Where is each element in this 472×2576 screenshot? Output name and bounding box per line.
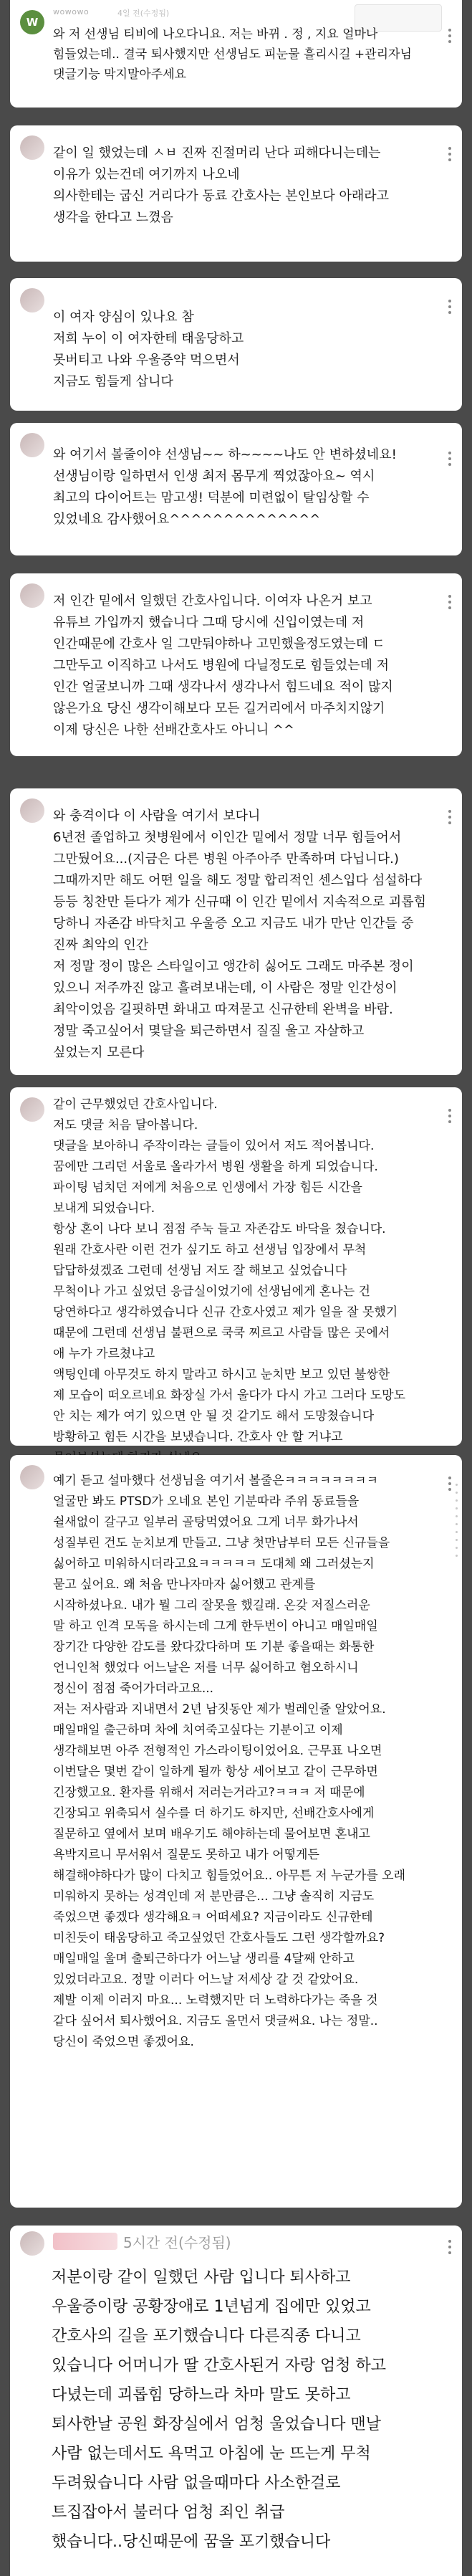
comment-author[interactable] <box>53 2233 117 2250</box>
avatar[interactable] <box>20 1465 44 1489</box>
comment-text: 저분이랑 같이 일했던 사람 입니다 퇴사하고 우울증이랑 공황장애로 1년넘게 집에만 있었고 간호사의 길을 포기했습니다 다른직종 다니고 있습니다 어머니가 딸 간호사된거 자랑 엄청 하고 다녔는데 괴롭힘 당하느라 차마 말도 못하고 퇴사한날 공원 화장실에서 엄청 울었습니다 맨날 사람 없는데서도 욕먹고 아침에 눈 뜨는게 무척 두려웠습니다 사람 없을때마다 사소한걸로 트집잡아서 불러다 엄청 죄인 취급 했습니다..당신때문에 꿈을 포기했습니다 <box>52 2269 387 2551</box>
comment-card <box>10 788 462 1075</box>
avatar[interactable]: W <box>20 10 44 34</box>
comment-author[interactable]: wowowo <box>53 7 90 16</box>
avatar[interactable] <box>20 798 44 823</box>
comment-text: 와 저 선생님 티비에 나오다니요. 저는 바뀌 . 정 , 지요 얼마나 힘들었는데.. 결국 퇴사했지만 선생님도 피눈물 흘리시길 +관리자님 댓글기능 막지말아주세요 <box>53 27 416 82</box>
avatar[interactable] <box>20 135 44 160</box>
more-options-icon[interactable] <box>448 147 452 161</box>
comment-card <box>10 278 462 411</box>
scroll-indicator <box>455 1484 458 1557</box>
more-options-icon[interactable] <box>448 29 452 43</box>
comment-text: 이 여자 양심이 있나요 참 저희 누이 이 여자한테 태움당하고 못버티고 나와 우울증약 먹으면서 지금도 힘들게 삽니다 <box>53 310 244 389</box>
comment-text: 저 인간 밑에서 일했던 간호사입니다. 이여자 나온거 보고 유튜브 가입까지 했습니다 그때 당시에 신입이였는데 저 인간때문에 간호사 일 그만둬야하나 고민했을정도였는데 ㄷ 그만두고 이직하고 나서도 병원에 다닐정도로 힘들었는데 저 인간 얼굴보니까 그때 생각나서 생각나서 힘드네요 적이 많지 않은가요 당신 생각이해보다 모든 길거리에서 마주치지않기 이제 당신은 나한 선배간호사도 아니니 ^^ <box>53 593 393 738</box>
comment-card <box>10 423 462 555</box>
comment-text: 같이 일 했었는데 ㅅㅂ 진짜 진절머리 난다 피해다니는데는 이유가 있는건데 여기까지 나오네 의사한테는 굽신 거리다가 동료 간호사는 본인보다 아래라고 생각을 한다고 느꼈음 <box>53 146 390 225</box>
comment-text: 와 여기서 볼줄이야 선생님~~ 하~~~~나도 안 변하셨네요! 선생님이랑 일하면서 인생 최저 몸무게 찍었잖아요~ 역시 최고의 다이어트는 맘고생! 덕분에 미련없이 탈임상할 수 있었네요 감사했어요^^^^^^^^^^^^^^ <box>53 447 397 527</box>
more-options-icon[interactable] <box>448 1477 452 1491</box>
comment-card <box>10 1455 462 2208</box>
avatar[interactable] <box>20 288 44 313</box>
comment-card <box>10 125 462 262</box>
avatar[interactable] <box>20 2231 44 2256</box>
comment-card <box>10 0 462 108</box>
comment-text: 예기 듣고 설마했다 선생님을 여기서 볼줄은ㅋㅋㅋㅋㅋㅋㅋㅋ 얼굴만 봐도 PTSD가 오네요 본인 기분따라 주위 동료들을 쉴새없이 갈구고 일부러 골탕먹였어요 그게 너무 화가나서 성질부린 건도 눈치보게 만들고. 그냥 첫만남부터 모든 신규들을 싫어하고 미워하시더라고요ㅋㅋㅋㅋㅋ 도대체 왜 그러셨는지 묻고 싶어요. 왜 처음 만나자마자 싫어했고 관계를 시작하셨나요. 내가 뭘 그리 잘못을 했길래. 온갖 저질스러운 말 하고 인격 모독을 하시는데 그게 한두번이 아니고 매일매일 장기간 다양한 감도를 왔다갔다하며 또 기분 좋을때는 화통한 언니인척 했었다 어느날은 저를 너무 싫어하고 혐오하시니 정신이 점점 죽어가더라고요... 저는 저사람과 지내면서 2년 남짓동안 제가 벌레인줄 알았어요. 매일매일 출근하며 차에 치여죽고싶다는 기분이고 이제 생각해보면 아주 전형적인 가스라이팅이었어요. 근무표 나오면 이번달은 몇번 같이 일하게 될까 항상 세어보고 같이 근무하면 긴장했고요. 환자를 위해서 저러는거라고?ㅋㅋㅋ 저 때문에 긴장되고 위축되서 실수를 더 하기도 하지만, 선배간호사에게 질문하고 옆에서 보며 배우기도 해야하는데 물어보면 혼내고 욕박지르니 무서워서 질문도 못하고 내가 어떻게든 해결해야하다가 많이 다치고 힘들었어요.. 아무튼 저 누군가를 오래 미워하지 못하는 성격인데 저 분만큼은... 그냥 솔직히 지금도 죽었으면 좋겠다 생각해요ㅋ 어떠세요? 지금이라도 신규한테 미친듯이 태움당하고 죽고싶었던 간호사들도 그런 생각할까요? 매일매일 울며 출퇴근하다가 어느날 생리를 4달째 안하고 있었더라고요. 정말 이러다 어느날 저세상 갈 것 같았어요. 제발 이제 이러지 마요... 노력했지만 더 노력하다가는 죽을 것 같다 싶어서 퇴사했어요. 지금도 올먼서 댓글써요. 나는 정말.. 당신이 죽었으면 좋겠어요. <box>53 1474 406 2049</box>
comment-text: 같이 근무했었던 간호사입니다. 저도 댓글 처음 달아봅니다. 댓글을 보아하니 주작이라는 글들이 있어서 저도 적어봅니다. 꿈에만 그리던 서울로 올라가서 병원 생활을 하게 되었습니다. 파이팅 넘치던 저에게 처음으로 인생에서 가장 힘든 시간을 보내게 되었습니다. 항상 혼이 나다 보니 점점 주눅 들고 자존감도 바닥을 쳤습니다. 원래 간호사란 이런 건가 싶기도 하고 선생님 입장에서 무척 답답하셨겠죠 그런데 선생님 저도 잘 해보고 싶었습니다 무척이나 가고 싶었던 응급실이었기에 선생님에게 혼나는 건 당연하다고 생각하였습니다 신규 간호사였고 제가 일을 잘 못했기 때문에 그런데 선생님 불편으로 쿡쿡 찌르고 사람들 많은 곳에서 애 누가 가르쳤냐고 액팅인데 아무것도 하지 말라고 하시고 눈치만 보고 있던 불쌍한 제 모습이 떠오르네요 화장실 가서 울다가 다시 가고 그러다 도망도 안 치는 제가 여기 있으면 안 될 것 같기도 해서 도망쳤습니다 방황하고 힘든 시간을 보냈습니다. 간호사 안 할 거냐고 <box>53 1097 406 1444</box>
more-options-icon[interactable] <box>448 1109 452 1123</box>
more-options-icon[interactable] <box>448 300 452 314</box>
comment-card <box>10 2226 462 2576</box>
comment-timestamp: 5시간 전(수정됨) <box>123 2234 231 2251</box>
comment-timestamp: 4일 전(수정됨) <box>117 9 170 18</box>
more-options-icon[interactable] <box>448 810 452 824</box>
comment-text: 와 충격이다 이 사람을 여기서 보다니 6년전 졸업하고 첫병원에서 이인간 밑에서 정말 너무 힘들어서 그만뒀어요...(지금은 다른 병원 아주아주 만족하며 다닙니다.) 그때까지만 해도 어떤 일을 해도 정말 합리적인 센스입다 섬설하다 등등 칭찬만 듣다가 제가 신규때 이 인간 밑에서 지속적으로 괴롭힘 당하니 자존감 바닥치고 우울증 오고 지금도 내가 만난 인간들 중 진짜 최악의 인간 저 정말 정이 많은 스타일이고 앵간히 싫어도 그래도 마주본 정이 있으니 저주까진 않고 흘려보내는데, 이 사람은 정말 인간성이 최악이었음 길핏하면 화내고 따져묻고 신규한테 완벽을 바람. 정말 죽고싶어서 몇달을 퇴근하면서 질질 울고 자살하고 싶었는지 모른다 <box>53 808 426 1060</box>
avatar[interactable] <box>20 433 44 457</box>
comment-card <box>10 1087 462 1446</box>
avatar[interactable] <box>20 1097 44 1122</box>
more-options-icon[interactable] <box>448 595 452 609</box>
more-options-icon[interactable] <box>448 452 452 466</box>
avatar[interactable] <box>20 583 44 608</box>
comment-card <box>10 573 462 756</box>
more-options-icon[interactable] <box>448 2240 452 2254</box>
